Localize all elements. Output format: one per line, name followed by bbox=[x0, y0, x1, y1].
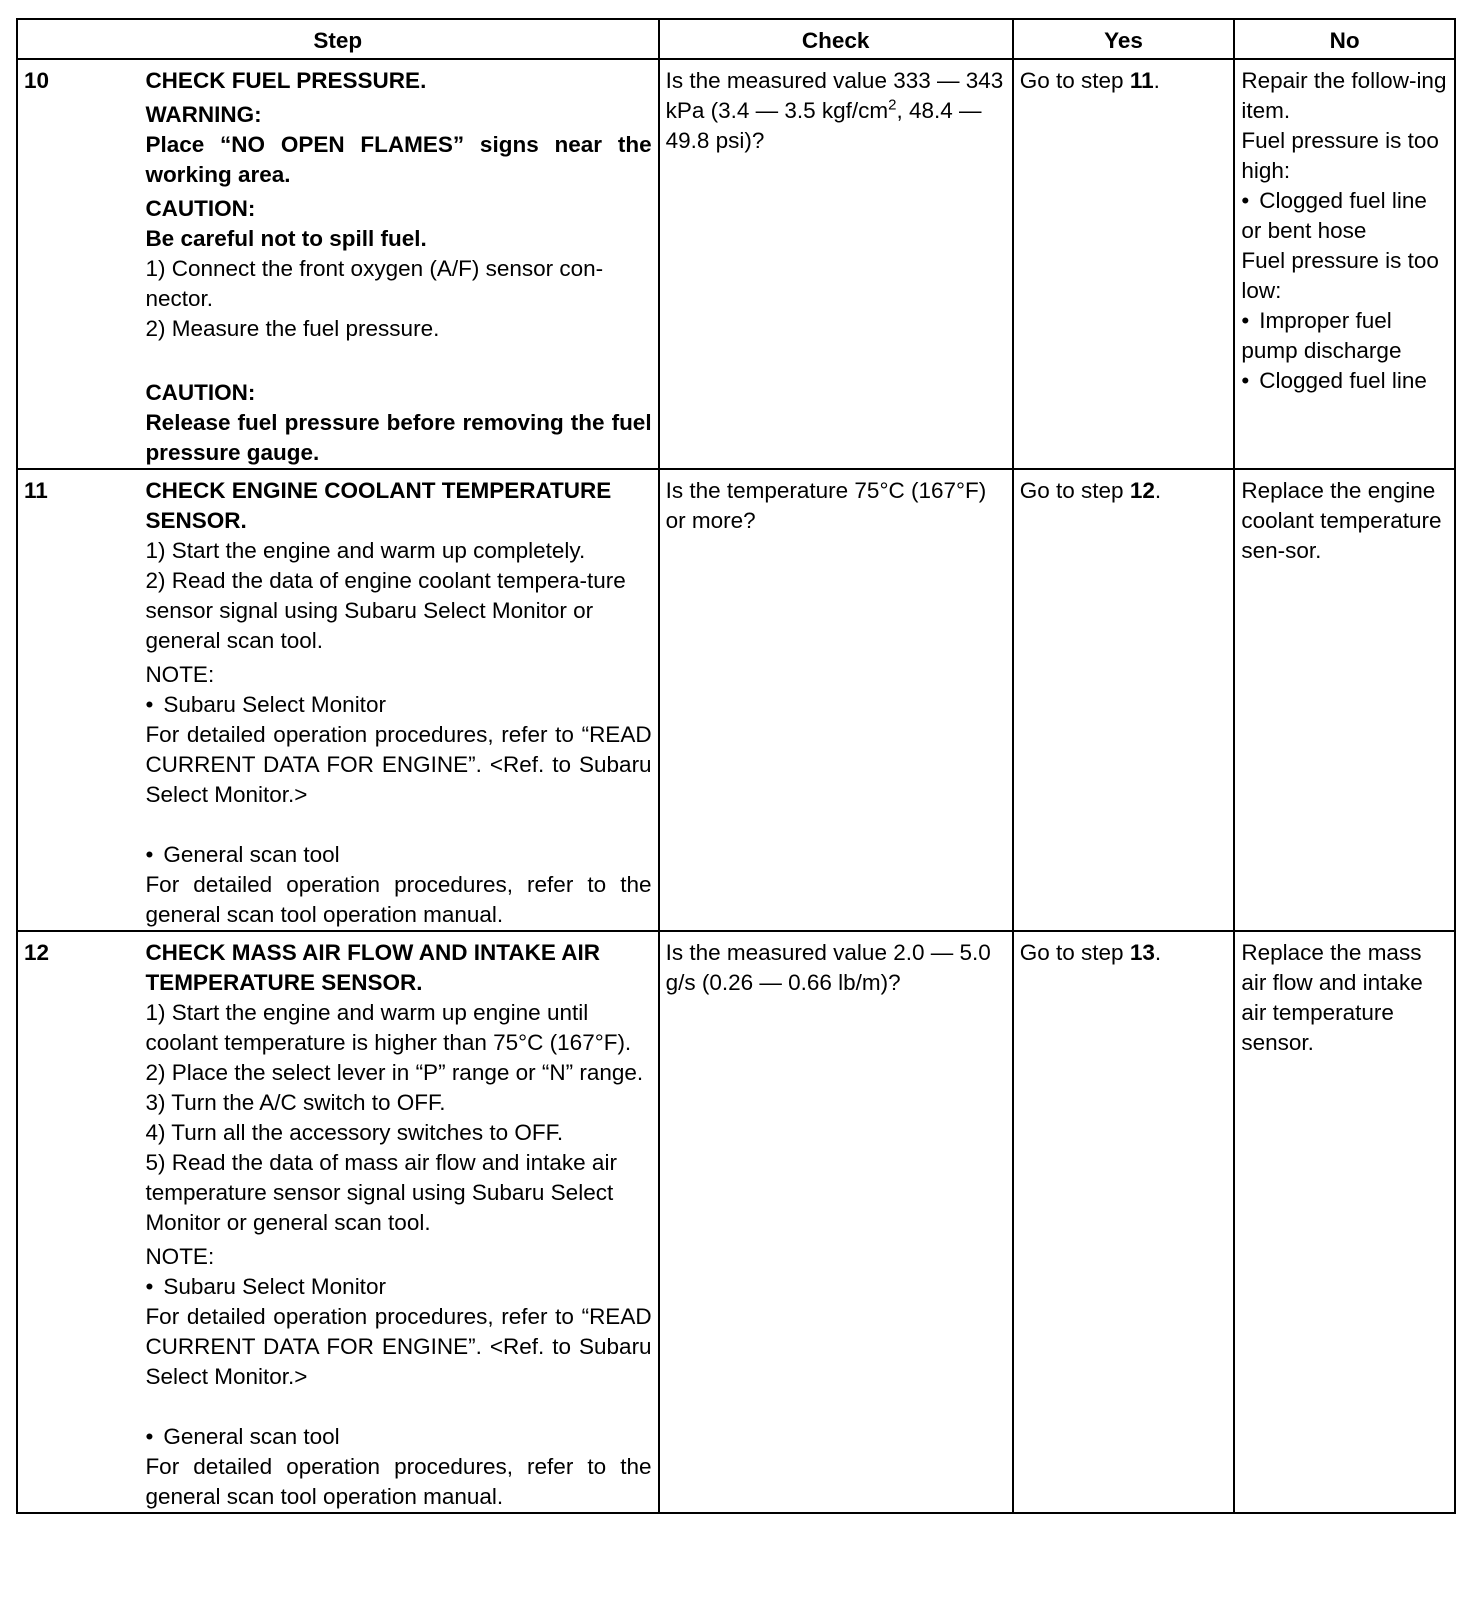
header-step: Step bbox=[17, 19, 659, 59]
step-title: CHECK ENGINE COOLANT TEMPERATURE SENSOR. bbox=[145, 478, 612, 533]
check-cell bbox=[659, 59, 1013, 469]
note-text: For detailed operation procedures, refer to “READ CURRENT DATA FOR ENGINE”. <Ref. to Subaru Select Monitor.> bbox=[145, 722, 652, 807]
step-title: CHECK MASS AIR FLOW AND INTAKE AIR TEMPERATURE SENSOR. bbox=[145, 940, 600, 995]
step-number: 12 bbox=[17, 931, 139, 1513]
yes-text: Go to step bbox=[1019, 940, 1130, 965]
step-cell bbox=[139, 469, 658, 931]
header-yes: Yes bbox=[1013, 19, 1235, 59]
yes-step-ref: 13 bbox=[1129, 940, 1155, 965]
header-check: Check bbox=[659, 19, 1013, 59]
no-text: Repair the follow-ing item. bbox=[1241, 68, 1447, 123]
diagnostic-table bbox=[16, 18, 1456, 1514]
step-title: CHECK FUEL PRESSURE. bbox=[145, 68, 427, 93]
check-text-end: , 48.4 — 49.8 psi)? bbox=[665, 98, 982, 153]
procedure-step: 5) Read the data of mass air flow and intake air temperature sensor signal using Subaru Select Monitor or general scan tool. bbox=[145, 1150, 617, 1235]
procedure-step: 2) Place the select lever in “P” range or “N” range. bbox=[145, 1060, 644, 1085]
step-cell bbox=[139, 59, 658, 469]
no-bullet-item: • Improper fuel pump discharge bbox=[1241, 306, 1448, 366]
note-bullet: • Subaru Select Monitor bbox=[145, 690, 651, 720]
warning-text: Place “NO OPEN FLAMES” signs near the working area. bbox=[145, 132, 652, 187]
procedure-step: 4) Turn all the accessory switches to OFF. bbox=[145, 1120, 564, 1145]
note-label: NOTE: bbox=[145, 1244, 215, 1269]
caution-text: Be careful not to spill fuel. bbox=[145, 226, 427, 251]
yes-suffix: . bbox=[1153, 68, 1160, 93]
procedure-step: 3) Turn the A/C switch to OFF. bbox=[145, 1090, 446, 1115]
note-text: For detailed operation procedures, refer to “READ CURRENT DATA FOR ENGINE”. <Ref. to Subaru Select Monitor.> bbox=[145, 1304, 652, 1389]
no-text: Fuel pressure is too low: bbox=[1241, 248, 1439, 303]
table-row bbox=[17, 469, 1455, 931]
header-row bbox=[17, 19, 1455, 59]
procedure-step: 2) Read the data of engine coolant tempera-ture sensor signal using Subaru Select Monitor or general scan tool. bbox=[145, 568, 626, 653]
yes-text: Go to step bbox=[1019, 68, 1130, 93]
yes-cell bbox=[1013, 931, 1235, 1513]
yes-cell bbox=[1013, 469, 1235, 931]
no-text: Fuel pressure is too high: bbox=[1241, 128, 1439, 183]
procedure-step: 1) Start the engine and warm up engine until coolant temperature is higher than 75°C (167°F). bbox=[145, 1000, 632, 1055]
no-bullet-item: • Clogged fuel line or bent hose bbox=[1241, 186, 1448, 246]
no-cell bbox=[1234, 59, 1455, 469]
note-text: For detailed operation procedures, refer to the general scan tool operation manual. bbox=[145, 1454, 652, 1509]
table-row bbox=[17, 59, 1455, 469]
caution-label: CAUTION: bbox=[145, 380, 256, 405]
yes-cell bbox=[1013, 59, 1235, 469]
yes-step-ref: 12 bbox=[1129, 478, 1155, 503]
yes-text: Go to step bbox=[1019, 478, 1130, 503]
procedure-step: 1) Connect the front oxygen (A/F) sensor con-nector. bbox=[145, 256, 604, 311]
no-cell: Replace the engine coolant temperature sen-sor. bbox=[1234, 469, 1455, 931]
note-bullet: • General scan tool bbox=[145, 1422, 651, 1452]
note-label: NOTE: bbox=[145, 662, 215, 687]
yes-suffix: . bbox=[1154, 940, 1162, 965]
procedure-step: 1) Start the engine and warm up completely. bbox=[145, 538, 586, 563]
note-text: For detailed operation procedures, refer to the general scan tool operation manual. bbox=[145, 872, 652, 927]
caution-label: CAUTION: bbox=[145, 196, 256, 221]
yes-step-ref: 11 bbox=[1129, 68, 1154, 93]
warning-label: WARNING: bbox=[145, 102, 262, 127]
check-cell: Is the temperature 75°C (167°F) or more? bbox=[659, 469, 1013, 931]
no-cell: Replace the mass air flow and intake air temperature sensor. bbox=[1234, 931, 1455, 1513]
caution-text: Release fuel pressure before removing the fuel pressure gauge. bbox=[145, 410, 652, 465]
yes-suffix: . bbox=[1154, 478, 1162, 503]
header-no: No bbox=[1234, 19, 1455, 59]
check-cell: Is the measured value 2.0 — 5.0 g/s (0.26 — 0.66 lb/m)? bbox=[659, 931, 1013, 1513]
superscript: 2 bbox=[888, 96, 897, 114]
step-number: 11 bbox=[17, 469, 139, 931]
step-cell bbox=[139, 931, 658, 1513]
note-bullet: • Subaru Select Monitor bbox=[145, 1272, 651, 1302]
procedure-step: 2) Measure the fuel pressure. bbox=[145, 316, 440, 341]
step-number: 10 bbox=[17, 59, 139, 469]
table-row bbox=[17, 931, 1455, 1513]
no-bullet-item: • Clogged fuel line bbox=[1241, 366, 1448, 396]
note-bullet: • General scan tool bbox=[145, 840, 651, 870]
check-text: Is the measured value 333 — 343 kPa (3.4 — 3.5 kgf/cm bbox=[665, 68, 1004, 123]
